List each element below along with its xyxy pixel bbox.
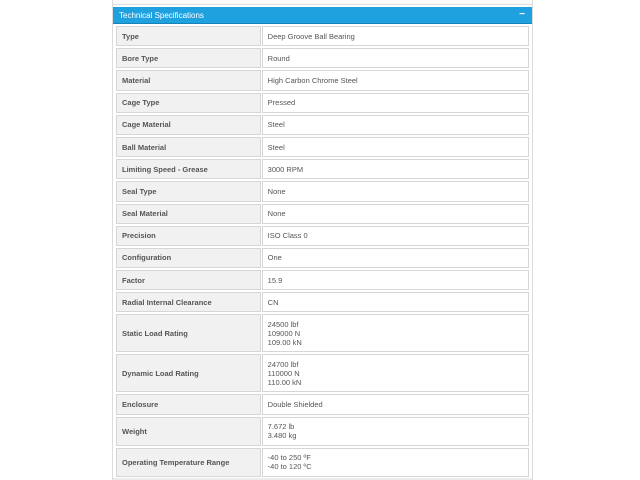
spec-value [262, 26, 529, 46]
table-row [116, 353, 530, 393]
table-row [116, 447, 530, 478]
spec-label: Limiting Speed - Grease [116, 159, 261, 179]
spec-label: Type [116, 26, 261, 46]
table-row [116, 225, 530, 247]
table-row [116, 269, 530, 291]
spec-value-line: None [267, 186, 286, 196]
spec-value [262, 137, 529, 157]
table-row [116, 47, 530, 69]
spec-value [262, 354, 529, 392]
spec-value [262, 181, 529, 201]
spec-value-line: 109000 N [267, 328, 301, 338]
spec-value [262, 394, 529, 414]
table-row [116, 393, 530, 415]
spec-value-line: 109.00 kN [267, 337, 302, 347]
spec-value-line: 24700 lbf [267, 359, 299, 369]
spec-label: Enclosure [116, 394, 261, 414]
spec-value-line: None [267, 209, 286, 219]
spec-label: Material [116, 70, 261, 90]
spec-value [262, 93, 529, 113]
table-row [116, 114, 530, 136]
spec-value [262, 159, 529, 179]
spec-label: Radial Internal Clearance [116, 292, 261, 312]
spec-value-line: ISO Class 0 [267, 231, 308, 241]
spec-value [262, 270, 529, 290]
specs-panel [112, 0, 533, 480]
spec-value-line: 24500 lbf [267, 319, 299, 329]
spec-value [262, 204, 529, 224]
spec-value-line: 7.672 lb [267, 422, 295, 432]
table-row [116, 25, 530, 47]
spec-value [262, 292, 529, 312]
spec-value-line: Steel [267, 120, 285, 130]
spec-value-line: 3.480 kg [267, 431, 297, 441]
table-row [116, 180, 530, 202]
spec-value-line: -40 to 120 ºC [267, 462, 312, 472]
spec-value [262, 70, 529, 90]
panel-title: Technical Specifications [119, 11, 204, 20]
spec-label: Cage Material [116, 115, 261, 135]
spec-table [116, 25, 530, 478]
spec-label: Cage Type [116, 93, 261, 113]
spec-label: Factor [116, 270, 261, 290]
table-row [116, 69, 530, 91]
spec-value-line: Deep Groove Ball Bearing [267, 31, 355, 41]
spec-label: Static Load Rating [116, 314, 261, 352]
panel-header[interactable] [113, 7, 532, 24]
spec-label: Operating Temperature Range [116, 448, 261, 477]
spec-value-line: Round [267, 53, 290, 63]
spec-value [262, 226, 529, 246]
spec-label: Seal Material [116, 204, 261, 224]
spec-value [262, 248, 529, 268]
spec-value [262, 417, 529, 446]
spec-value-line: -40 to 250 ºF [267, 453, 311, 463]
table-row [116, 291, 530, 313]
table-row [116, 158, 530, 180]
table-row [116, 136, 530, 158]
spec-value-line: CN [267, 297, 279, 307]
table-row [116, 416, 530, 447]
spec-value-line: Pressed [267, 98, 296, 108]
spec-value [262, 115, 529, 135]
spec-value [262, 448, 529, 477]
table-row [116, 92, 530, 114]
table-row [116, 313, 530, 353]
spec-value [262, 48, 529, 68]
spec-label: Configuration [116, 248, 261, 268]
collapse-icon[interactable]: − [519, 9, 525, 20]
spec-value-line: High Carbon Chrome Steel [267, 75, 358, 85]
spec-value [262, 314, 529, 352]
table-row [116, 203, 530, 225]
spec-label: Seal Type [116, 181, 261, 201]
spec-value-line: 110000 N [267, 368, 300, 378]
spec-value-line: Double Shielded [267, 400, 323, 410]
spec-label: Dynamic Load Rating [116, 354, 261, 392]
panel-top-border [113, 0, 532, 5]
spec-label: Ball Material [116, 137, 261, 157]
spec-value-line: 15.9 [267, 275, 283, 285]
table-row [116, 247, 530, 269]
spec-label: Bore Type [116, 48, 261, 68]
spec-value-line: 110.00 kN [267, 377, 302, 387]
spec-value-line: Steel [267, 142, 285, 152]
spec-label: Precision [116, 226, 261, 246]
spec-value-line: One [267, 253, 282, 263]
spec-value-line: 3000 RPM [267, 164, 304, 174]
spec-label: Weight [116, 417, 261, 446]
